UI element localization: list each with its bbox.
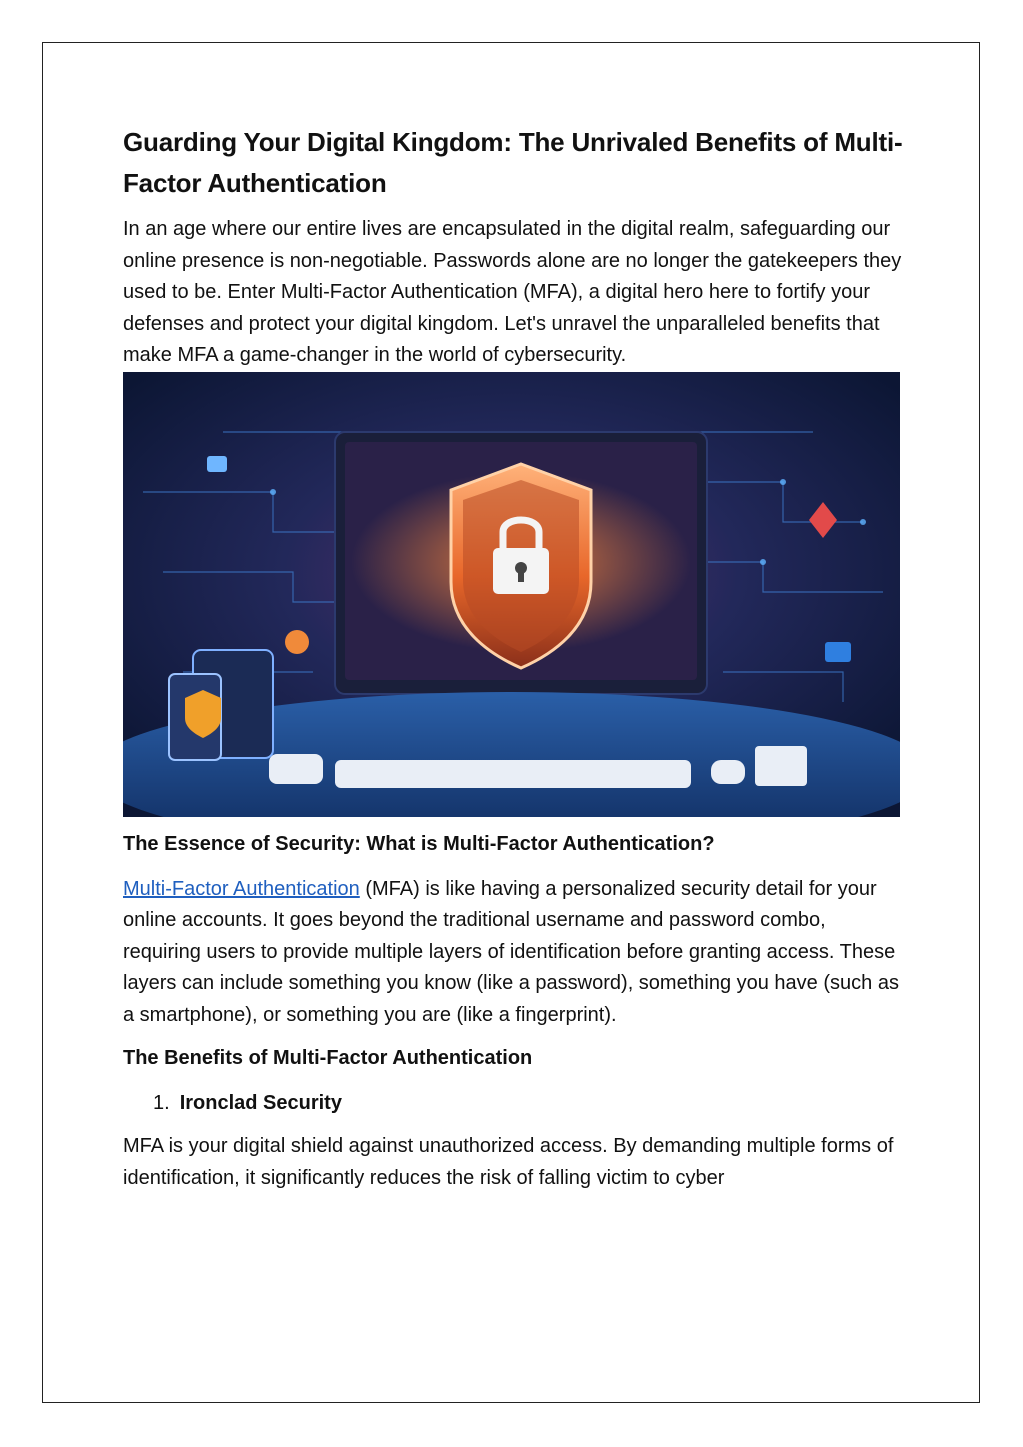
section-essence-paragraph xyxy=(123,874,903,1032)
section-essence-text: (MFA) is like having a personalized security detail for your online accounts. It goes beyond the traditional username and password combo, requiring users to provide multiple layers of identification before granting access. These layers can include something you know (like a password), something you have (such as a smartphone), or something you are (like a fingerprint). xyxy=(123,877,899,1026)
hero-illustration xyxy=(123,372,900,817)
list-item-number: 1. xyxy=(153,1092,170,1114)
list-item xyxy=(123,1088,903,1119)
mfa-link[interactable]: Multi-Factor Authentication xyxy=(123,877,360,900)
section-heading-benefits: The Benefits of Multi-Factor Authentication xyxy=(123,1047,533,1069)
intro-paragraph: In an age where our entire lives are encapsulated in the digital realm, safeguarding our online presence is non-negotiable. Passwords alone are no longer the gatekeepers they used to be. Enter Multi-Factor Authentication (MFA), a digital hero here to fortify your defenses and protect your digital kingdom. Let's unravel the unparalleled benefits that make MFA a game-changer in the world of cybersecurity. xyxy=(123,218,902,366)
article-content xyxy=(123,122,903,1194)
article-title: Guarding Your Digital Kingdom: The Unrivaled Benefits of Multi-Factor Authentication xyxy=(123,127,903,198)
benefits-paragraph: MFA is your digital shield against unauthorized access. By demanding multiple forms of identification, it significantly reduces the risk of falling victim to cyber xyxy=(123,1135,894,1189)
list-item-title: Ironclad Security xyxy=(179,1092,342,1114)
section-heading-essence: The Essence of Security: What is Multi-Factor Authentication? xyxy=(123,832,715,855)
